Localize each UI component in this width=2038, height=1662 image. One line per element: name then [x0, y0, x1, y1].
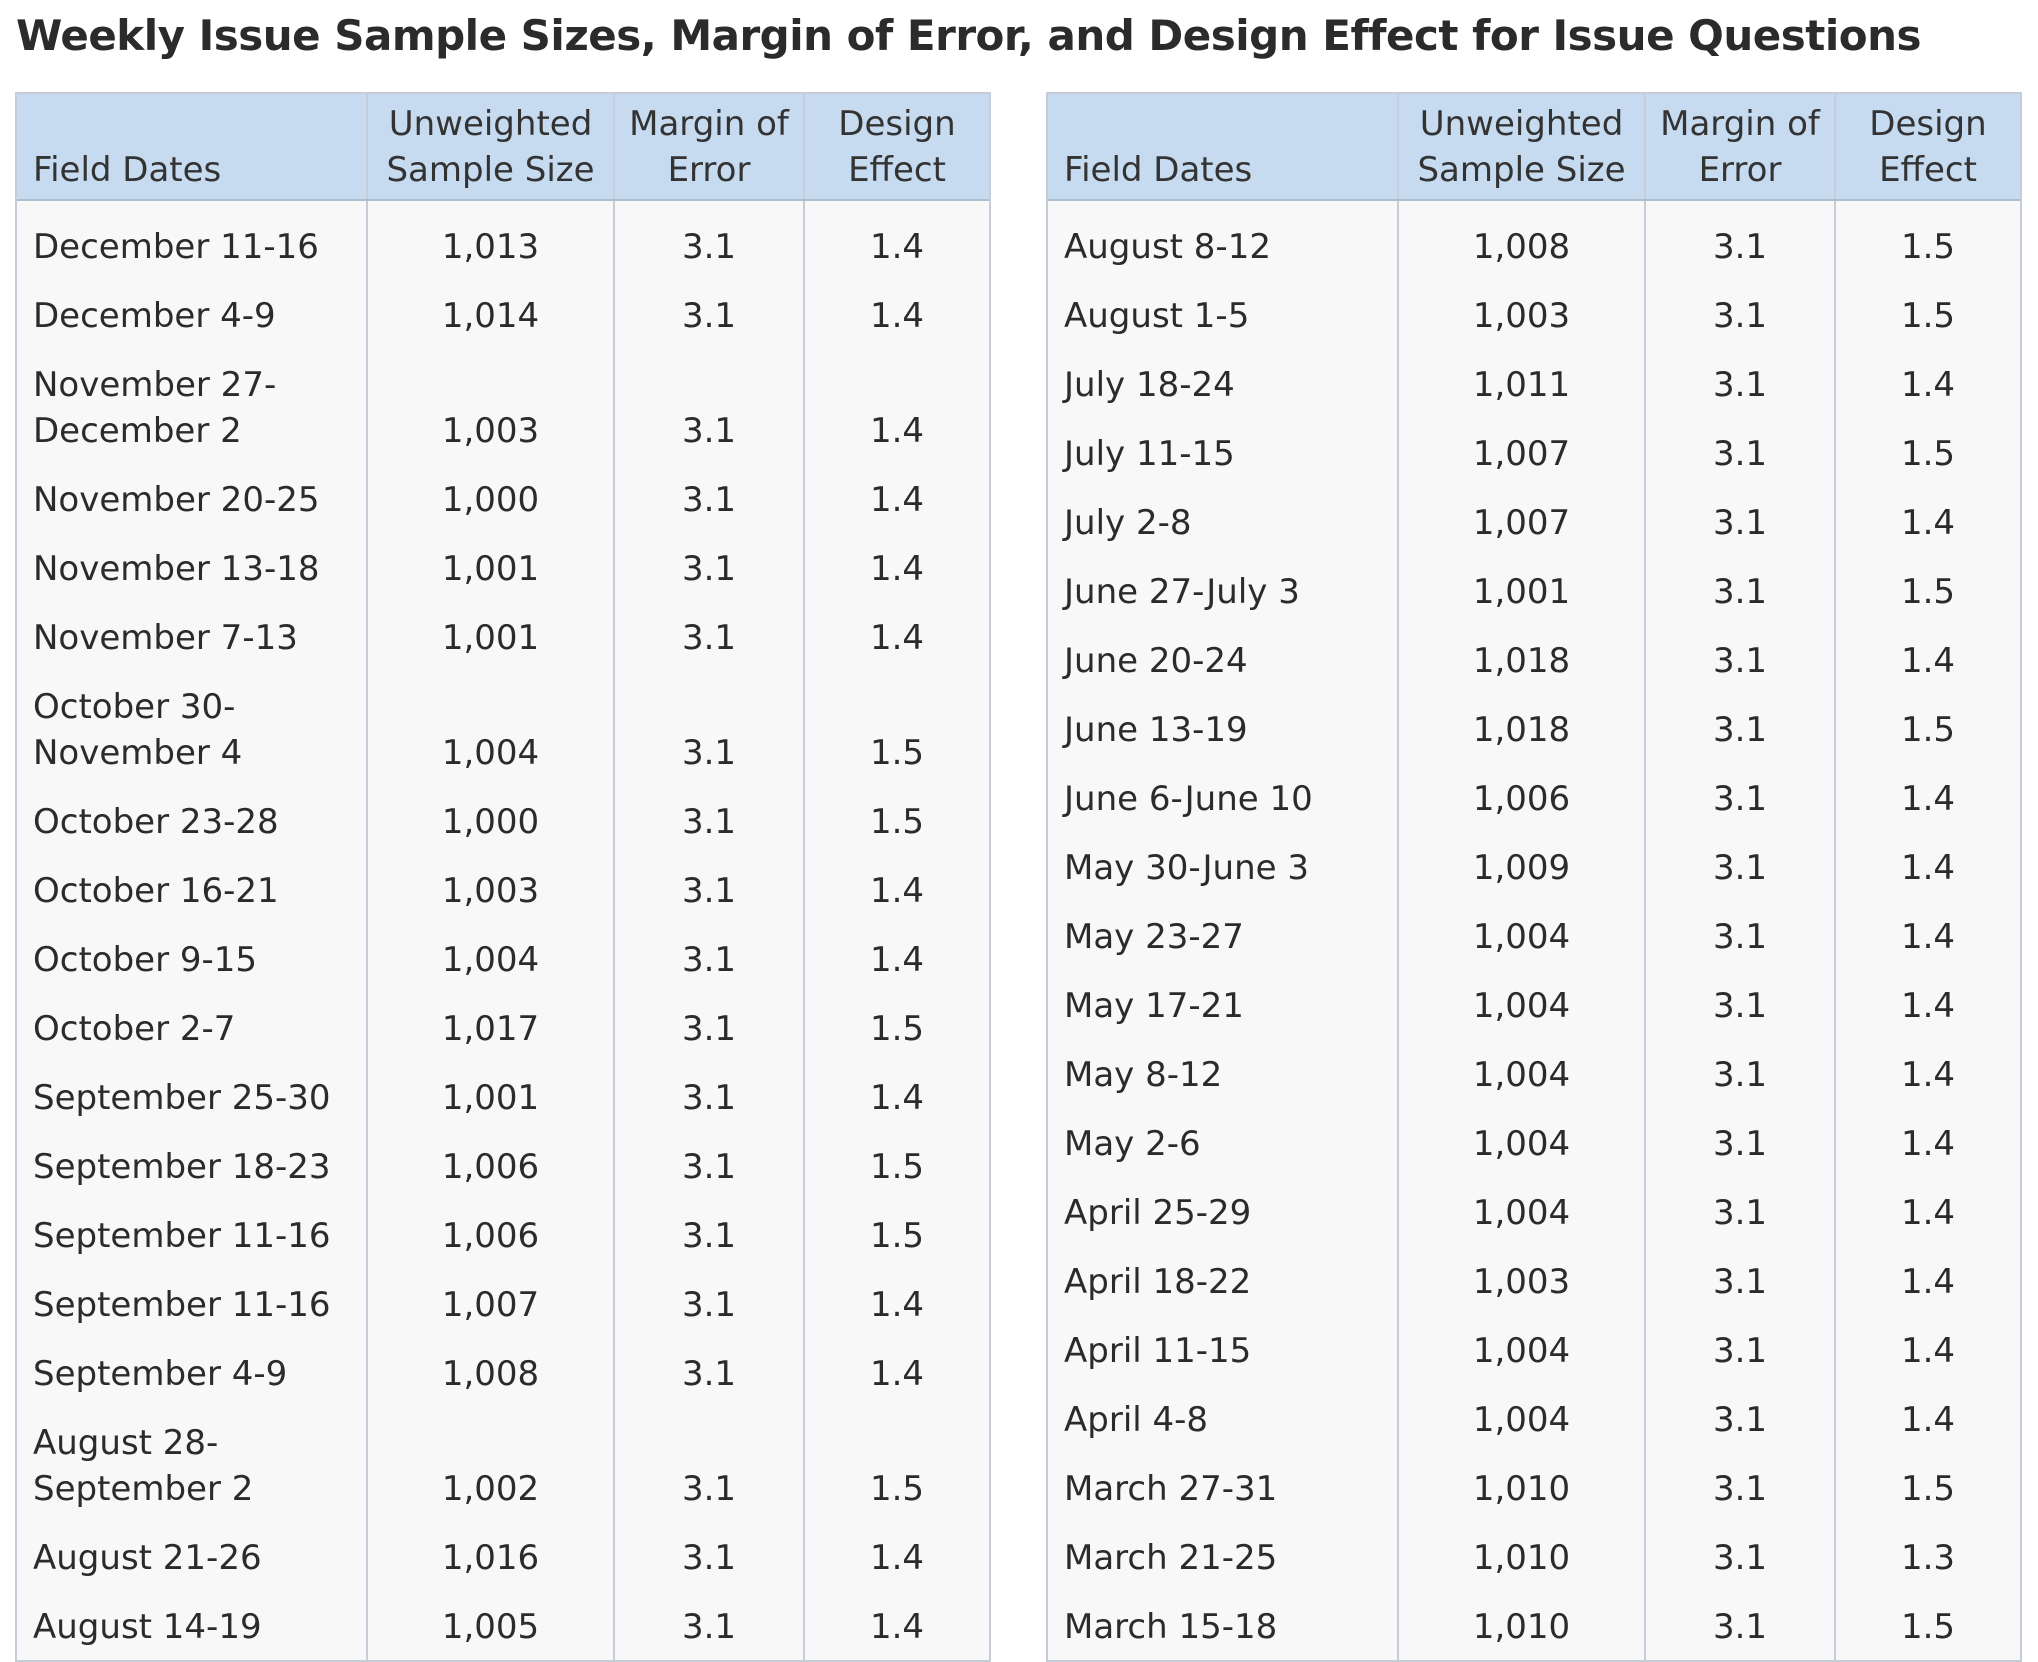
table-row [1048, 1108, 2020, 1177]
cell-margin-of-error: 3.1 [1645, 970, 1835, 1039]
table-row [1048, 418, 2020, 487]
cell-sample-size: 1,004 [1398, 1384, 1645, 1453]
cell-sample-size: 1,018 [1398, 625, 1645, 694]
cell-field-dates: December 11-16 [33, 227, 319, 267]
table-body [1048, 200, 2020, 1660]
cell-margin-of-error: 3.1 [1645, 556, 1835, 625]
table-row [17, 993, 989, 1062]
table-row [17, 464, 989, 533]
cell-sample-size: 1,006 [1398, 763, 1645, 832]
cell-field-dates: September 4-9 [33, 1354, 288, 1394]
cell-margin-of-error: 3.1 [1645, 1108, 1835, 1177]
table-row [17, 349, 989, 464]
cell-design-effect: 1.4 [1835, 487, 2020, 556]
table-row [1048, 1315, 2020, 1384]
cell-margin-of-error: 3.1 [614, 1062, 804, 1131]
cell-field-dates: May 8-12 [1064, 1055, 1223, 1095]
cell-design-effect: 1.5 [804, 1407, 989, 1522]
cell-margin-of-error: 3.1 [1645, 1039, 1835, 1108]
cell-field-dates: April 18-22 [1064, 1262, 1252, 1302]
cell-sample-size: 1,001 [367, 533, 614, 602]
cell-design-effect: 1.4 [1835, 1246, 2020, 1315]
cell-margin-of-error: 3.1 [614, 1131, 804, 1200]
cell-sample-size: 1,003 [367, 855, 614, 924]
sample-table-right [1046, 92, 2022, 1662]
cell-design-effect: 1.5 [1835, 418, 2020, 487]
cell-sample-size: 1,003 [1398, 1246, 1645, 1315]
cell-sample-size: 1,008 [1398, 200, 1645, 280]
header-sample-size: Unweighted Sample Size [367, 94, 614, 200]
cell-margin-of-error: 3.1 [614, 464, 804, 533]
cell-sample-size: 1,001 [367, 1062, 614, 1131]
cell-design-effect: 1.5 [1835, 1591, 2020, 1660]
cell-margin-of-error: 3.1 [614, 924, 804, 993]
cell-sample-size: 1,005 [367, 1591, 614, 1660]
table-row [17, 1269, 989, 1338]
header-design-effect: Design Effect [1835, 94, 2020, 200]
cell-sample-size: 1,004 [1398, 1177, 1645, 1246]
cell-design-effect: 1.5 [804, 993, 989, 1062]
cell-sample-size: 1,004 [1398, 1315, 1645, 1384]
table-row [1048, 694, 2020, 763]
cell-margin-of-error: 3.1 [1645, 625, 1835, 694]
cell-design-effect: 1.4 [1835, 1108, 2020, 1177]
table-row [1048, 1177, 2020, 1246]
cell-sample-size: 1,007 [367, 1269, 614, 1338]
table-row [1048, 832, 2020, 901]
cell-margin-of-error: 3.1 [614, 855, 804, 924]
cell-design-effect: 1.4 [804, 200, 989, 280]
table-row [1048, 625, 2020, 694]
header-row [17, 94, 989, 200]
cell-margin-of-error: 3.1 [614, 786, 804, 855]
cell-margin-of-error: 3.1 [614, 1591, 804, 1660]
cell-sample-size: 1,002 [367, 1407, 614, 1522]
cell-field-dates: April 4-8 [1064, 1400, 1209, 1440]
cell-design-effect: 1.4 [804, 1591, 989, 1660]
cell-field-dates: November 20-25 [33, 480, 320, 520]
table-row [17, 1062, 989, 1131]
cell-sample-size: 1,004 [367, 924, 614, 993]
cell-margin-of-error: 3.1 [614, 1407, 804, 1522]
cell-sample-size: 1,008 [367, 1338, 614, 1407]
cell-design-effect: 1.4 [804, 280, 989, 349]
table-row [1048, 200, 2020, 280]
cell-design-effect: 1.3 [1835, 1522, 2020, 1591]
table-row [1048, 349, 2020, 418]
cell-margin-of-error: 3.1 [1645, 901, 1835, 970]
cell-sample-size: 1,004 [1398, 901, 1645, 970]
cell-margin-of-error: 3.1 [1645, 1177, 1835, 1246]
cell-margin-of-error: 3.1 [1645, 349, 1835, 418]
cell-sample-size: 1,010 [1398, 1591, 1645, 1660]
cell-design-effect: 1.5 [804, 1200, 989, 1269]
cell-sample-size: 1,001 [1398, 556, 1645, 625]
cell-margin-of-error: 3.1 [1645, 1315, 1835, 1384]
table-row [1048, 1453, 2020, 1522]
cell-field-dates: March 27-31 [1064, 1469, 1278, 1509]
cell-margin-of-error: 3.1 [614, 671, 804, 786]
cell-field-dates: May 30-June 3 [1064, 848, 1310, 888]
cell-field-dates: August 21-26 [33, 1538, 262, 1578]
cell-field-dates: May 23-27 [1064, 917, 1244, 957]
cell-sample-size: 1,007 [1398, 418, 1645, 487]
cell-field-dates: August 1-5 [1064, 296, 1250, 336]
table-row [1048, 1591, 2020, 1660]
cell-field-dates: September 11-16 [33, 1216, 331, 1256]
cell-design-effect: 1.4 [1835, 1384, 2020, 1453]
cell-design-effect: 1.4 [804, 1338, 989, 1407]
cell-sample-size: 1,016 [367, 1522, 614, 1591]
header-sample-size: Unweighted Sample Size [1398, 94, 1645, 200]
table-row [17, 1407, 989, 1522]
cell-field-dates: November 7-13 [33, 618, 298, 658]
cell-margin-of-error: 3.1 [1645, 1522, 1835, 1591]
cell-field-dates: June 27-July 3 [1064, 572, 1300, 612]
cell-field-dates: July 11-15 [1064, 434, 1235, 474]
header-margin-of-error: Margin of Error [614, 94, 804, 200]
cell-margin-of-error: 3.1 [614, 1522, 804, 1591]
cell-design-effect: 1.5 [804, 786, 989, 855]
cell-field-dates: August 14-19 [33, 1607, 262, 1647]
cell-margin-of-error: 3.1 [614, 1200, 804, 1269]
cell-design-effect: 1.4 [1835, 625, 2020, 694]
cell-sample-size: 1,004 [367, 671, 614, 786]
cell-margin-of-error: 3.1 [1645, 280, 1835, 349]
cell-design-effect: 1.4 [1835, 970, 2020, 1039]
cell-field-dates: October 23-28 [33, 802, 279, 842]
cell-design-effect: 1.4 [804, 855, 989, 924]
cell-sample-size: 1,004 [1398, 970, 1645, 1039]
cell-margin-of-error: 3.1 [1645, 1453, 1835, 1522]
cell-design-effect: 1.5 [1835, 1453, 2020, 1522]
table-row [17, 602, 989, 671]
cell-field-dates: June 13-19 [1064, 710, 1248, 750]
cell-margin-of-error: 3.1 [614, 349, 804, 464]
cell-margin-of-error: 3.1 [614, 1338, 804, 1407]
cell-design-effect: 1.5 [1835, 280, 2020, 349]
cell-field-dates: July 2-8 [1064, 503, 1192, 543]
cell-design-effect: 1.4 [804, 533, 989, 602]
data-table [17, 94, 989, 1660]
cell-margin-of-error: 3.1 [1645, 694, 1835, 763]
cell-field-dates: September 25-30 [33, 1078, 331, 1118]
table-row [1048, 970, 2020, 1039]
table-row [1048, 556, 2020, 625]
table-row [1048, 1522, 2020, 1591]
cell-margin-of-error: 3.1 [1645, 1246, 1835, 1315]
cell-design-effect: 1.4 [1835, 832, 2020, 901]
header-margin-of-error: Margin of Error [1645, 94, 1835, 200]
header-field-dates: Field Dates [1048, 94, 1398, 200]
cell-sample-size: 1,007 [1398, 487, 1645, 556]
cell-field-dates: June 6-June 10 [1064, 779, 1313, 819]
table-row [17, 671, 989, 786]
table-row [1048, 487, 2020, 556]
cell-field-dates: October 9-15 [33, 940, 258, 980]
cell-design-effect: 1.5 [1835, 694, 2020, 763]
cell-sample-size: 1,017 [367, 993, 614, 1062]
cell-design-effect: 1.4 [804, 464, 989, 533]
cell-design-effect: 1.4 [804, 924, 989, 993]
cell-design-effect: 1.4 [804, 1522, 989, 1591]
table-row [17, 786, 989, 855]
table-row [17, 533, 989, 602]
cell-design-effect: 1.5 [1835, 556, 2020, 625]
table-row [17, 1591, 989, 1660]
cell-sample-size: 1,011 [1398, 349, 1645, 418]
table-row [17, 200, 989, 280]
table-row [1048, 1246, 2020, 1315]
cell-margin-of-error: 3.1 [614, 1269, 804, 1338]
cell-margin-of-error: 3.1 [1645, 487, 1835, 556]
table-row [17, 1200, 989, 1269]
cell-sample-size: 1,003 [1398, 280, 1645, 349]
cell-design-effect: 1.4 [804, 349, 989, 464]
cell-sample-size: 1,018 [1398, 694, 1645, 763]
cell-field-dates: May 2-6 [1064, 1124, 1201, 1164]
cell-field-dates: June 20-24 [1064, 641, 1248, 681]
cell-design-effect: 1.4 [1835, 349, 2020, 418]
cell-sample-size: 1,000 [367, 786, 614, 855]
cell-margin-of-error: 3.1 [1645, 1591, 1835, 1660]
cell-sample-size: 1,010 [1398, 1522, 1645, 1591]
cell-field-dates: May 17-21 [1064, 986, 1244, 1026]
cell-field-dates: October 30-November 4 [33, 687, 243, 773]
cell-margin-of-error: 3.1 [614, 993, 804, 1062]
cell-design-effect: 1.4 [804, 602, 989, 671]
page-title: Weekly Issue Sample Sizes, Margin of Error, and Design Effect for Issue Questions [16, 11, 1921, 60]
header-design-effect: Design Effect [804, 94, 989, 200]
cell-sample-size: 1,013 [367, 200, 614, 280]
cell-design-effect: 1.5 [804, 671, 989, 786]
cell-margin-of-error: 3.1 [1645, 832, 1835, 901]
cell-field-dates: April 25-29 [1064, 1193, 1252, 1233]
cell-field-dates: October 2-7 [33, 1009, 236, 1049]
cell-margin-of-error: 3.1 [614, 280, 804, 349]
data-table [1048, 94, 2020, 1660]
cell-field-dates: March 15-18 [1064, 1607, 1278, 1647]
cell-design-effect: 1.4 [1835, 1177, 2020, 1246]
cell-sample-size: 1,006 [367, 1131, 614, 1200]
cell-field-dates: March 21-25 [1064, 1538, 1278, 1578]
cell-margin-of-error: 3.1 [614, 602, 804, 671]
cell-field-dates: July 18-24 [1064, 365, 1235, 405]
cell-field-dates: August 8-12 [1064, 227, 1271, 267]
table-row [1048, 901, 2020, 970]
cell-sample-size: 1,009 [1398, 832, 1645, 901]
table-body [17, 200, 989, 1660]
table-row [1048, 1384, 2020, 1453]
table-row [17, 1522, 989, 1591]
cell-design-effect: 1.4 [804, 1062, 989, 1131]
cell-design-effect: 1.4 [1835, 901, 2020, 970]
cell-field-dates: December 4-9 [33, 296, 276, 336]
cell-field-dates: April 11-15 [1064, 1331, 1252, 1371]
cell-field-dates: November 13-18 [33, 549, 320, 589]
table-row [17, 924, 989, 993]
cell-margin-of-error: 3.1 [1645, 1384, 1835, 1453]
cell-sample-size: 1,000 [367, 464, 614, 533]
header-field-dates: Field Dates [17, 94, 367, 200]
table-row [1048, 280, 2020, 349]
cell-sample-size: 1,006 [367, 1200, 614, 1269]
table-row [17, 1338, 989, 1407]
cell-sample-size: 1,010 [1398, 1453, 1645, 1522]
cell-design-effect: 1.4 [804, 1269, 989, 1338]
header-row [1048, 94, 2020, 200]
table-row [1048, 763, 2020, 832]
cell-field-dates: August 28-September 2 [33, 1423, 254, 1509]
table-row [17, 1131, 989, 1200]
cell-margin-of-error: 3.1 [1645, 200, 1835, 280]
table-row [17, 280, 989, 349]
sample-table-left [15, 92, 991, 1662]
cell-margin-of-error: 3.1 [1645, 763, 1835, 832]
cell-field-dates: September 11-16 [33, 1285, 331, 1325]
cell-sample-size: 1,003 [367, 349, 614, 464]
cell-design-effect: 1.4 [1835, 1039, 2020, 1108]
table-row [17, 855, 989, 924]
table-row [1048, 1039, 2020, 1108]
cell-design-effect: 1.5 [1835, 200, 2020, 280]
cell-sample-size: 1,004 [1398, 1108, 1645, 1177]
cell-field-dates: September 18-23 [33, 1147, 331, 1187]
cell-margin-of-error: 3.1 [614, 200, 804, 280]
cell-sample-size: 1,001 [367, 602, 614, 671]
cell-margin-of-error: 3.1 [1645, 418, 1835, 487]
cell-sample-size: 1,014 [367, 280, 614, 349]
cell-margin-of-error: 3.1 [614, 533, 804, 602]
cell-design-effect: 1.4 [1835, 763, 2020, 832]
cell-field-dates: November 27-December 2 [33, 365, 277, 451]
cell-sample-size: 1,004 [1398, 1039, 1645, 1108]
cell-design-effect: 1.4 [1835, 1315, 2020, 1384]
cell-field-dates: October 16-21 [33, 871, 279, 911]
cell-design-effect: 1.5 [804, 1131, 989, 1200]
